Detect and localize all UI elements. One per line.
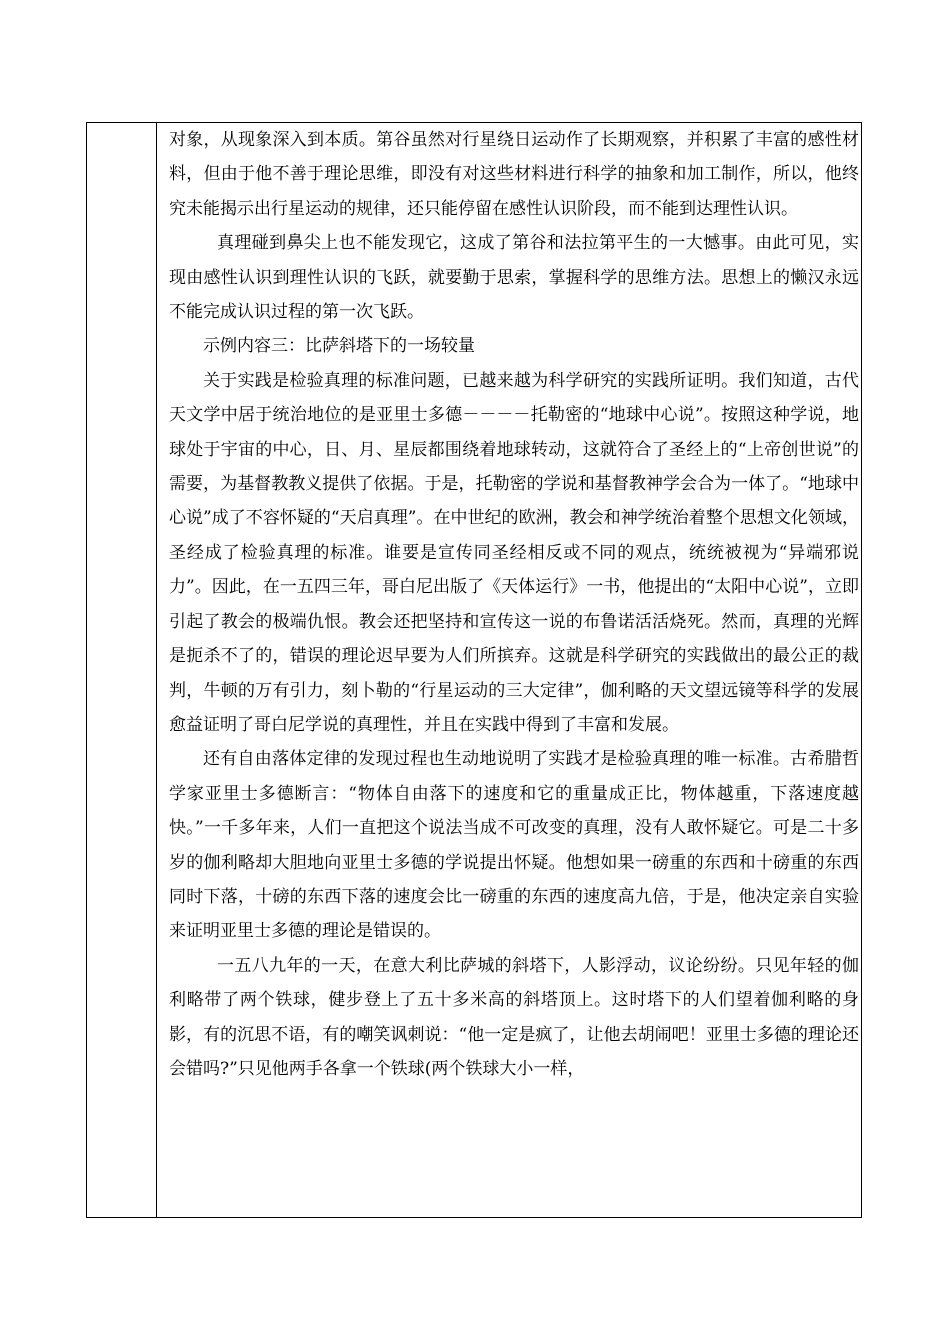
paragraph-continuation: 对象，从现象深入到本质。第谷虽然对行星绕日运动作了长期观察，并积累了丰富的感性材料，但由于他不善于理论思维，即没有对这些材料进行科学的抽象和加工制作，所以，他终究未能揭示出行星运动的规律，还只能停留在感性认识阶段，而不能到达理性认识。 (169, 130, 859, 219)
table-content-cell (169, 123, 859, 1217)
paragraph-free-fall: 还有自由落体定律的发现过程也生动地说明了实践才是检验真理的唯一标准。古希腊哲学家亚里士多德断言：“物体自由落下的速度和它的重量成正比，物体越重，下落速度越快。”一千多年来，人们一直把这个说法当成不可改变的真理，没有人敢怀疑它。可是二十多岁的伽利略却大胆地向亚里士多德的学说提出怀疑。他想如果一磅重的东西和十磅重的东西同时下落，十磅的东西下落的速度会比一磅重的东西的速度高九倍，于是，他决定亲自实验来证明亚里士多德的理论是错误的。 (169, 749, 859, 942)
section-heading-example-three: 示例内容三：比萨斜塔下的一场较量 (203, 336, 475, 357)
table-column-divider (156, 123, 157, 1217)
paragraph-pisa-tower: 一五八九年的一天，在意大利比萨城的斜塔下，人影浮动，议论纷纷。只见年轻的伽利略带了两个铁球，健步登上了五十多米高的斜塔顶上。这时塔下的人们望着伽利略的身影，有的沉思不语，有的嘲笑讽刺说：“他一定是疯了，让他去胡闹吧！亚里士多德的理论还会错吗?”只见他两手各拿一个铁球(两个铁球大小一样， (169, 955, 859, 1079)
paragraph-geocentric-theory: 关于实践是检验真理的标准问题，已越来越为科学研究的实践所证明。我们知道，古代天文学中居于统治地位的是亚里士多德－－－－托勒密的“地球中心说”。按照这种学说，地球处于宇宙的中心，日、月、星辰都围绕着地球转动，这就符合了圣经上的“上帝创世说”的需要，为基督教教义提供了依据。于是，托勒密的学说和基督教神学会合为一体了。“地球中心说”成了不容怀疑的“天启真理”。在中世纪的欧洲，教会和神学统治着整个思想文化领域，圣经成了检验真理的标准。谁要是宣传同圣经相反或不同的观点，统统被视为“异端邪说力”。因此，在一五四三年，哥白尼出版了《天体运行》一书，他提出的“太阳中心说”，立即引起了教会的极端仇恨。教会还把坚持和宣传这一说的布鲁诺活活烧死。然而，真理的光辉是扼杀不了的，错误的理论迟早要为人们所摈弃。这就是科学研究的实践做出的最公正的裁判，牛顿的万有引力，刻卜勒的“行星运动的三大定律”，伽利略的天文望远镜等科学的发展愈益证明了哥白尼学说的真理性，并且在实践中得到了丰富和发展。 (169, 370, 859, 735)
table-left-cell (87, 123, 156, 1217)
table-frame (86, 122, 862, 1218)
paragraph-truth-regret: 真理碰到鼻尖上也不能发现它，这成了第谷和法拉第平生的一大憾事。由此可见，实现由感性认识到理性认识的飞跃，就要勤于思索，掌握科学的思维方法。思想上的懒汉永远不能完成认识过程的第一次飞跃。 (169, 233, 859, 323)
